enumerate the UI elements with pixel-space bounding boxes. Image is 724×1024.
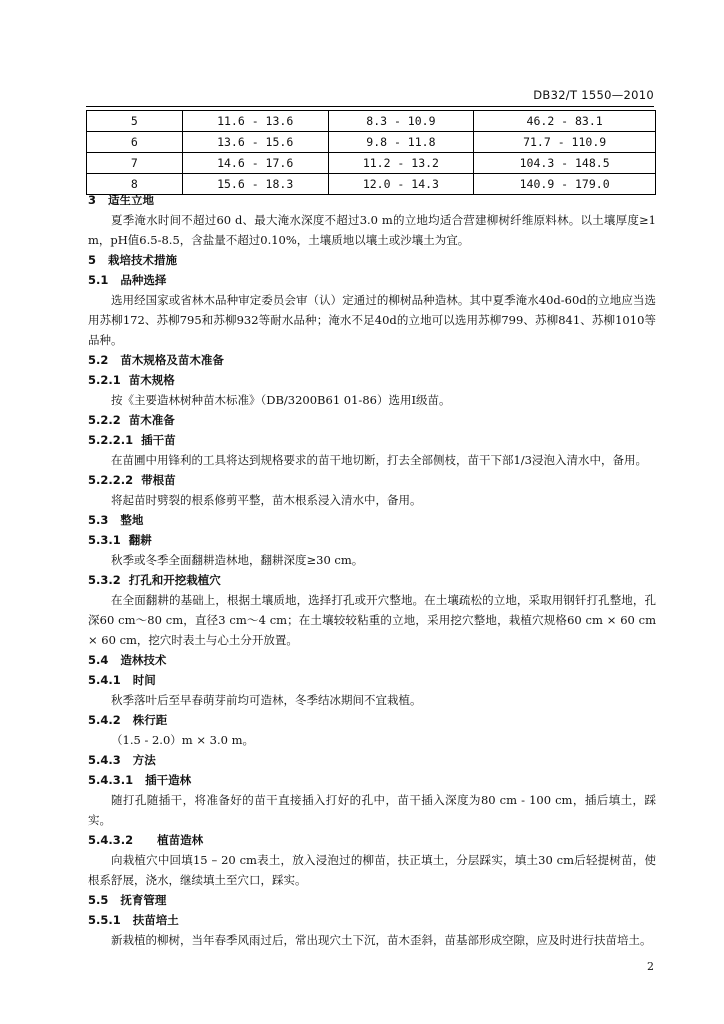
paragraph: 向栽植穴中回填15 – 20 cm表土，放入浸泡过的柳苗，扶正填土，分层踩实，填土30 cm后轻提树苗，使根系舒展，浇水，继续填土至穴口，踩实。 — [88, 853, 656, 887]
section-heading: 5.4 造林技术 — [88, 653, 167, 667]
table-cell: 11.6 - 13.6 — [182, 111, 328, 132]
section-heading: 5.3 整地 — [88, 513, 144, 527]
table-cell: 11.2 - 13.2 — [328, 153, 474, 174]
table-row — [87, 132, 656, 153]
paragraph: 将起苗时劈裂的根系修剪平整，苗木根系浸入清水中，备用。 — [111, 493, 422, 507]
paragraph: 在苗圃中用锋利的工具将达到规格要求的苗干地切断，打去全部侧枝，苗干下部1/3浸泡入清水中，备用。 — [111, 453, 648, 467]
page-number: 2 — [647, 960, 654, 973]
section-heading: 5.5.1 扶苗培土 — [88, 913, 179, 927]
section-heading: 5.3.1 翻耕 — [88, 533, 152, 547]
table-cell: 104.3 - 148.5 — [474, 153, 656, 174]
section-heading: 5.4.2 株行距 — [88, 713, 168, 727]
paragraph: 新栽植的柳树，当年春季风雨过后，常出现穴土下沉，苗木歪斜，苗基部形成空隙，应及时进行扶苗培土。 — [111, 933, 652, 947]
paragraph: 随打孔随插干，将准备好的苗干直接插入打好的孔中，苗干插入深度为80 cm - 100 cm，插后填土，踩实。 — [88, 793, 656, 827]
table-cell: 8 — [87, 174, 183, 195]
table-row — [87, 153, 656, 174]
section-heading: 5.2.2 苗木准备 — [88, 413, 175, 427]
document-body — [88, 190, 656, 950]
table-cell: 13.6 - 15.6 — [182, 132, 328, 153]
section-heading: 5.5 抚育管理 — [88, 893, 167, 907]
section-heading: 5 栽培技术措施 — [88, 253, 178, 267]
table-cell: 140.9 - 179.0 — [474, 174, 656, 195]
table-cell: 12.0 - 14.3 — [328, 174, 474, 195]
table-row — [87, 111, 656, 132]
table-cell: 6 — [87, 132, 183, 153]
standard-code: DB32/T 1550—2010 — [533, 88, 654, 102]
section-heading: 5.2.1 苗木规格 — [88, 373, 175, 387]
paragraph: 夏季淹水时间不超过60 d、最大淹水深度不超过3.0 m的立地均适合营建柳树纤维原料林。以土壤厚度≥1 m，pH值6.5-8.5，含盐量不超过0.10%，土壤质地以壤土或沙壤土为宜。 — [88, 213, 656, 247]
paragraph: （1.5 - 2.0）m × 3.0 m。 — [111, 733, 254, 747]
table-cell: 9.8 - 11.8 — [328, 132, 474, 153]
section-heading: 5.2.2.1 插干苗 — [88, 433, 176, 447]
section-heading: 5.4.3 方法 — [88, 753, 156, 767]
section-heading: 5.4.1 时间 — [88, 673, 156, 687]
section-heading: 5.3.2 打孔和开挖栽植穴 — [88, 573, 221, 587]
table-cell: 71.7 - 110.9 — [474, 132, 656, 153]
table-cell: 14.6 - 17.6 — [182, 153, 328, 174]
section-heading: 5.2 苗木规格及苗木准备 — [88, 353, 224, 367]
section-heading: 5.4.3.2 植苗造林 — [88, 833, 204, 847]
table-cell: 15.6 - 18.3 — [182, 174, 328, 195]
header-rule — [86, 106, 654, 107]
section-heading: 3 适生立地 — [88, 193, 155, 207]
section-heading: 5.1 品种选择 — [88, 273, 167, 287]
table-cell: 46.2 - 83.1 — [474, 111, 656, 132]
paragraph: 秋季落叶后至早春萌芽前均可造林，冬季结冰期间不宜栽植。 — [111, 693, 422, 707]
table-cell: 8.3 - 10.9 — [328, 111, 474, 132]
paragraph: 按《主要造林树种苗木标准》（DB/3200B61 01-86）选用Ⅰ级苗。 — [111, 393, 451, 407]
data-table — [86, 110, 656, 195]
section-heading: 5.2.2.2 带根苗 — [88, 473, 176, 487]
table-cell: 7 — [87, 153, 183, 174]
paragraph: 秋季或冬季全面翻耕造林地，翻耕深度≥30 cm。 — [111, 553, 364, 567]
paragraph: 在全面翻耕的基础上，根据土壤质地，选择打孔或开穴整地。在土壤疏松的立地，采取用钢钎打孔整地，孔深60 cm～80 cm，直径3 cm～4 cm；在土壤较较粘重的立地，采用挖穴整地，栽植穴规格60 cm × 60 cm × 60 cm，挖穴时表土与心土分开放置。 — [88, 593, 656, 647]
paragraph: 选用经国家或省林木品种审定委员会审（认）定通过的柳树品种造林。其中夏季淹水40d-60d的立地应当选用苏柳172、苏柳795和苏柳932等耐水品种；淹水不足40d的立地可以选用苏柳799、苏柳841、苏柳1010等品种。 — [88, 293, 656, 347]
section-heading: 5.4.3.1 插干造林 — [88, 773, 192, 787]
table-cell: 5 — [87, 111, 183, 132]
